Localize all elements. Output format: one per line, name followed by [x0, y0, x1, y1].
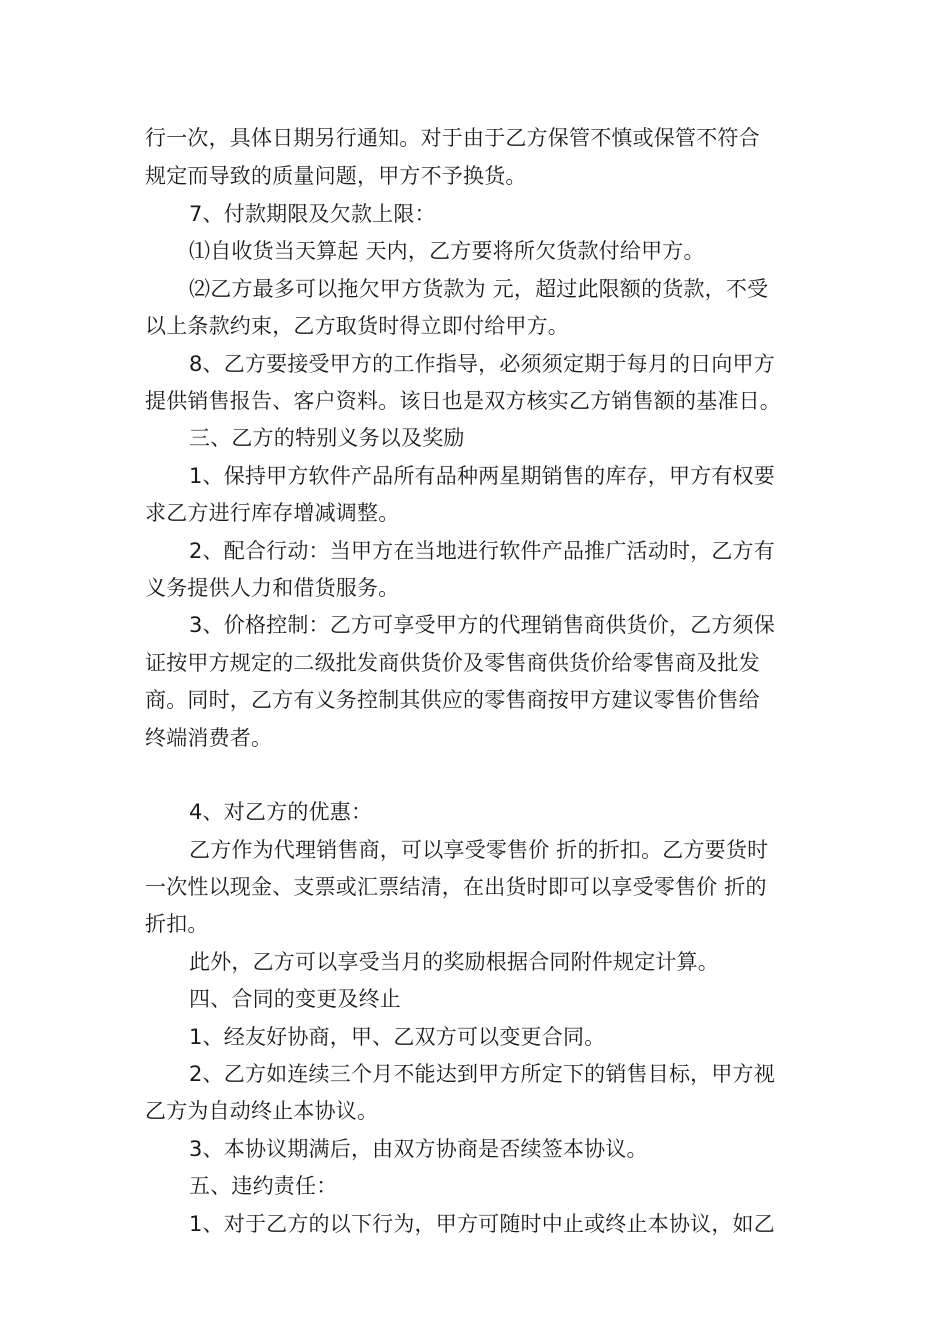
text-line: 求乙方进行库存增减调整。 — [145, 501, 400, 525]
text-line: 2、配合行动：当甲方在当地进行软件产品推广活动时，乙方有 — [189, 539, 775, 563]
text-line: ⑴自收货当天算起 天内，乙方要将所欠货款付给甲方。 — [189, 239, 705, 263]
text-line: 乙方作为代理销售商，可以享受零售价 折的折扣。乙方要货时 — [189, 838, 769, 862]
text-line: 证按甲方规定的二级批发商供货价及零售商供货价给零售商及批发 — [145, 651, 760, 675]
text-line: 义务提供人力和借货服务。 — [145, 576, 400, 600]
section-heading: 五、违约责任： — [189, 1174, 338, 1198]
text-line: 一次性以现金、支票或汇票结清，在出货时即可以享受零售价 折的 — [145, 875, 767, 899]
section-heading: 三、乙方的特别义务以及奖励 — [189, 426, 465, 450]
text-line: 8、乙方要接受甲方的工作指导，必须须定期于每月的日向甲方 — [189, 352, 775, 376]
text-line: ⑵乙方最多可以拖欠甲方货款为 元，超过此限额的货款，不受 — [189, 277, 769, 301]
text-line: 1、对于乙方的以下行为，甲方可随时中止或终止本协议，如乙 — [189, 1212, 775, 1236]
text-line: 2、乙方如连续三个月不能达到甲方所定下的销售目标，甲方视 — [189, 1062, 775, 1086]
section-heading: 四、合同的变更及终止 — [189, 987, 401, 1011]
text-line: 3、本协议期满后，由双方协商是否续签本协议。 — [189, 1137, 648, 1161]
text-line: 商。同时，乙方有义务控制其供应的零售商按甲方建议零售价售给 — [145, 688, 760, 712]
text-line: 行一次，具体日期另行通知。对于由于乙方保管不慎或保管不符合 — [145, 126, 760, 150]
section-heading: 7、付款期限及欠款上限： — [189, 202, 436, 226]
text-line: 1、经友好协商，甲、乙双方可以变更合同。 — [189, 1025, 606, 1049]
text-line: 提供销售报告、客户资料。该日也是双方核实乙方销售额的基准日。 — [145, 389, 781, 413]
text-line: 1、保持甲方软件产品所有品种两星期销售的库存，甲方有权要 — [189, 464, 775, 488]
text-line: 折扣。 — [145, 912, 209, 936]
text-line: 以上条款约束，乙方取货时得立即付给甲方。 — [145, 314, 569, 338]
text-line: 此外，乙方可以享受当月的奖励根据合同附件规定计算。 — [189, 950, 719, 974]
section-heading: 4、对乙方的优惠： — [189, 800, 373, 824]
text-line: 终端消费者。 — [145, 726, 273, 750]
text-line: 乙方为自动终止本协议。 — [145, 1099, 379, 1123]
text-line: 规定而导致的质量问题，甲方不予换货。 — [145, 164, 527, 188]
text-line: 3、价格控制：乙方可享受甲方的代理销售商供货价，乙方须保 — [189, 613, 775, 637]
